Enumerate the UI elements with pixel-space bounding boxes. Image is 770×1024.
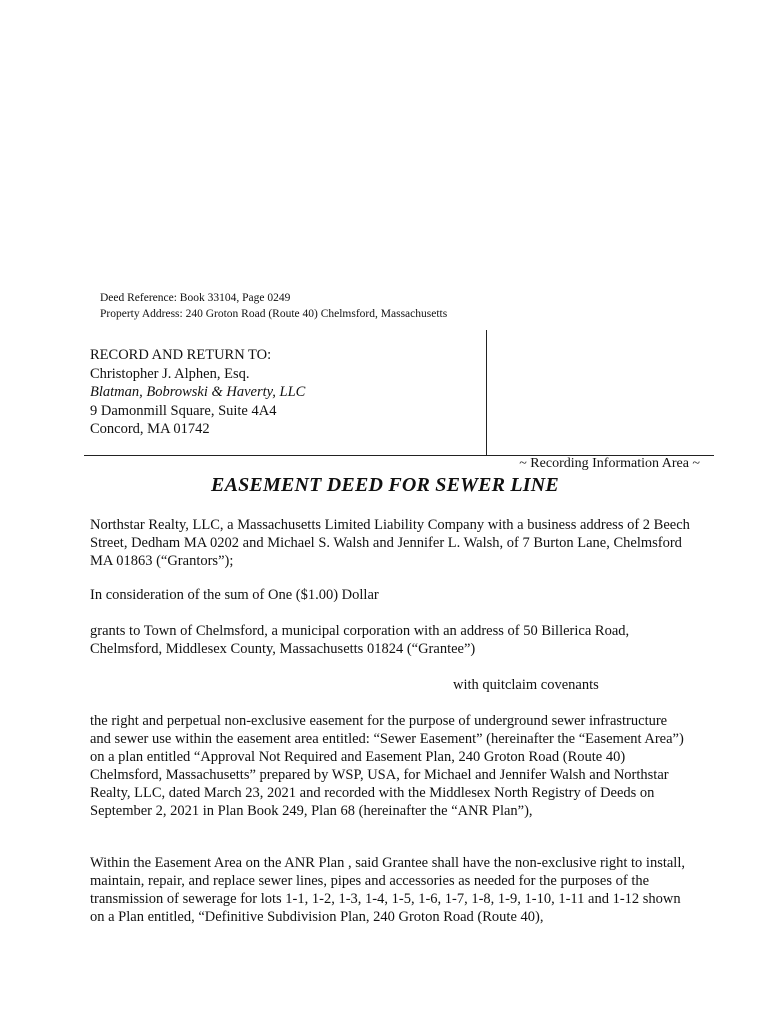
property-address: Property Address: 240 Groton Road (Route 40) Chelmsford, Massachusetts — [100, 308, 448, 320]
recording-area-label: ~ Recording Information Area ~ — [519, 456, 700, 471]
firm-city: Concord, MA 01742 — [90, 421, 210, 437]
record-heading: RECORD AND RETURN TO: — [90, 347, 272, 363]
grantors-paragraph: Northstar Realty, LLC, a Massachusetts Limited Liability Company with a business address of 2 Beech Street, Dedham MA 0202 and Michael S. Walsh and Jennifer L. Walsh, of 7 Burton Lane, Chelmsford MA 01863 (“Grantors”); — [90, 517, 690, 569]
deed-reference: Deed Reference: Book 33104, Page 0249 — [100, 292, 291, 304]
consideration-paragraph: In consideration of the sum of One ($1.00) Dollar — [90, 587, 379, 603]
law-firm: Blatman, Bobrowski & Haverty, LLC — [90, 384, 306, 400]
firm-street: 9 Damonmill Square, Suite 4A4 — [90, 402, 277, 419]
record-and-return-block — [90, 346, 305, 439]
grantee-paragraph: grants to Town of Chelmsford, a municipal corporation with an address of 50 Billerica Road, Chelmsford, Middlesex County, Massachusetts 01824 (“Grantee”) — [90, 623, 630, 657]
document-title: EASEMENT DEED FOR SEWER LINE — [211, 474, 559, 496]
rights-paragraph: Within the Easement Area on the ANR Plan , said Grantee shall have the non-exclusive right to install, maintain, repair, and replace sewer lines, pipes and accessories as needed for the purposes of the transmission of sewerage for lots 1-1, 1-2, 1-3, 1-4, 1-5, 1-6, 1-7, 1-8, 1-9, 1-10, 1-11 and 1-12 shown on a Plan entitled, “Definitive Subdivision Plan, 240 Groton Road (Route 40), — [90, 855, 685, 925]
deed-references — [100, 290, 447, 322]
attorney-name: Christopher J. Alphen, Esq. — [90, 365, 250, 382]
vertical-divider — [486, 330, 487, 455]
easement-paragraph: the right and perpetual non-exclusive easement for the purpose of underground sewer infrastructure and sewer use within the easement area entitled: “Sewer Easement” (hereinafter the “Easement Area”) on a plan entitled “Approval Not Required and Easement Plan, 240 Groton Road (Route 40) Chelmsford, Massachusetts” prepared by WSP, USA, for Michael and Jennifer Walsh and Northstar Realty, LLC, dated March 23, 2021 and recorded with the Middlesex North Registry of Deeds on September 2, 2021 in Plan Book 249, Plan 68 (hereinafter the “ANR Plan”), — [90, 713, 684, 819]
covenants-line: with quitclaim covenants — [453, 677, 599, 693]
